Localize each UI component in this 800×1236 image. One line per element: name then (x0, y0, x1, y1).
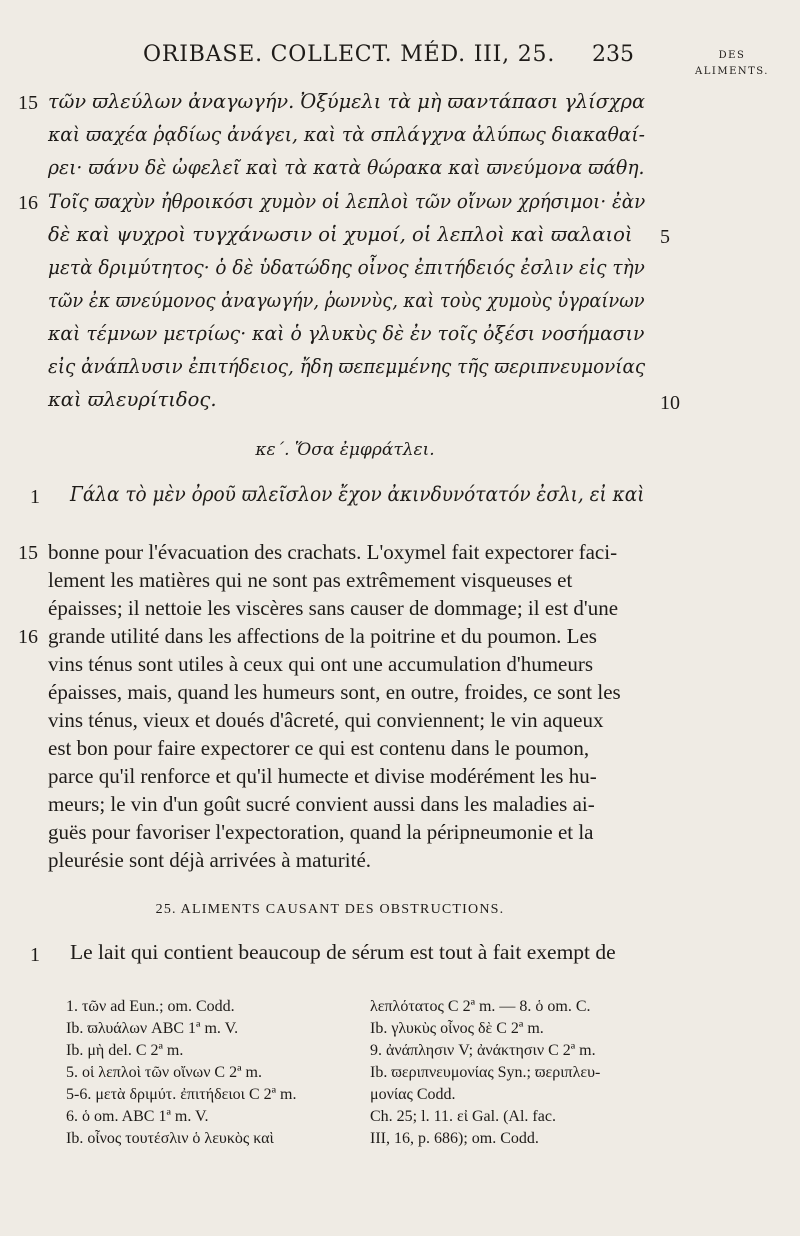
french-line: épaisses, mais, quand les humeurs sont, en outre, froides, ce sont les (48, 680, 621, 704)
greek-line: Τοῖς ϖαχὺν ἠθροικόσι χυμὸν οἱ λεπλοὶ τῶν οἴνων χρήσιμοι· ἐὰν (48, 190, 646, 213)
french-line: bonne pour l'évacuation des crachats. L'oxymel fait expectorer faci- (48, 540, 618, 564)
greek-line: ρει· ϖάνυ δὲ ὠφελεῖ καὶ τὰ κατὰ θώρακα καὶ ϖνεύμονα ϖάθη. (48, 156, 645, 179)
greek-left-number: 15 (18, 92, 38, 114)
french-line: parce qu'il renforce et qu'il humecte et divise modérément les hu- (48, 764, 597, 788)
greek-line: καὶ ϖαχέα ῥᾳδίως ἀνάγει, καὶ τὰ σπλάγχνα ἀλύπως διακαθαί- (48, 123, 645, 146)
footnote-right: Ib. ϖεριπνευμονίας Syn.; ϖεριπλευ- (370, 1064, 601, 1081)
greek-chapter-number: 1 (30, 486, 40, 508)
greek-line: τῶν ἐκ ϖνεύμονος ἀναγωγήν, ῥωννὺς, καὶ τοὺς χυμοὺς ὑγραίνων (48, 289, 645, 312)
footnote-right: 9. ἀνάπλησιν V; ἀνάκτησιν C 2ª m. (370, 1042, 596, 1059)
greek-line: καὶ τέμνων μετρίως· καὶ ὁ γλυκὺς δὲ ἐν τοῖς ὀξέσι νοσήμασιν (48, 322, 645, 345)
greek-right-number: 5 (660, 226, 670, 248)
french-line: est bon pour faire expectorer ce qui est contenu dans le poumon, (48, 736, 590, 760)
greek-right-number: 10 (660, 392, 680, 414)
french-line: meurs; le vin d'un goût sucré convient aussi dans les maladies ai- (48, 792, 595, 816)
french-line: lement les matières qui ne sont pas extrêmement visqueuses et (48, 568, 573, 592)
margin-title-1: DES (718, 50, 746, 61)
greek-chapter-heading: κε΄. Ὅσα ἐμφράτλει. (255, 440, 435, 460)
greek-line: τῶν ϖλεύλων ἀναγωγήν. Ὀξύμελι τὰ μὴ ϖαντάπασι γλίσχρα (48, 90, 646, 113)
greek-chapter-first-line: Γάλα τὸ μὲν ὀροῦ ϖλεῖσλον ἔχον ἀκινδυνότατόν ἐσλι, εἰ καὶ (70, 482, 645, 506)
greek-line: καὶ ϖλευρίτιδος. (48, 388, 217, 411)
footnote-left: Ib. μὴ del. C 2ª m. (66, 1042, 184, 1059)
french-line: grande utilité dans les affections de la poitrine et du poumon. Les (48, 624, 597, 648)
french-chapter-number: 1 (30, 944, 40, 966)
greek-left-number: 16 (18, 192, 38, 214)
page-number: 235 (592, 42, 634, 67)
french-line: vins ténus sont utiles à ceux qui ont une accumulation d'humeurs (48, 652, 594, 676)
running-title: ORIBASE. COLLECT. MÉD. III, 25. (143, 42, 556, 67)
french-chapter-heading: 25. ALIMENTS CAUSANT DES OBSTRUCTIONS. (155, 902, 505, 917)
footnote-left: 5. οἱ λεπλοὶ τῶν οἴνων C 2ª m. (66, 1064, 262, 1081)
greek-line: δὲ καὶ ψυχροὶ τυγχάνωσιν οἱ χυμοί, οἱ λεπλοὶ καὶ ϖαλαιοὶ (48, 223, 633, 246)
french-line: pleurésie sont déjà arrivées à maturité. (48, 848, 372, 872)
footnote-right: Ib. γλυκὺς οἶνος δὲ C 2ª m. (370, 1020, 544, 1037)
greek-line: εἰς ἀνάπλυσιν ἐπιτήδειος, ἤδη ϖεπεμμένης τῆς ϖεριπνευμονίας (48, 355, 646, 378)
margin-title-2: ALIMENTS. (695, 66, 769, 77)
french-chapter-first-line: Le lait qui contient beaucoup de sérum est tout à fait exempt de (70, 940, 616, 964)
footnote-right: μονίας Codd. (370, 1086, 456, 1103)
footnote-right: Ch. 25; l. 11. εἰ Gal. (Al. fac. (370, 1108, 556, 1125)
greek-line: μετὰ δριμύτητος· ὁ δὲ ὑδατώδης οἶνος ἐπιτήδειός ἐσλιν εἰς τὴν (48, 256, 645, 279)
footnote-left: Ib. ϖλυάλων ABC 1ª m. V. (66, 1020, 239, 1037)
footnote-left: Ib. οἶνος τουτέσλιν ὁ λευκὸς καὶ (66, 1130, 274, 1147)
footnote-left: 6. ὁ om. ABC 1ª m. V. (66, 1108, 209, 1125)
french-left-number: 16 (18, 626, 38, 648)
footnote-right: λεπλότατος C 2ª m. — 8. ὁ om. C. (370, 998, 591, 1015)
french-line: vins ténus, vieux et doués d'âcreté, qui conviennent; le vin aqueux (48, 708, 604, 732)
footnote-left: 1. τῶν ad Eun.; om. Codd. (66, 998, 235, 1015)
french-left-number: 15 (18, 542, 38, 564)
footnote-left: 5-6. μετὰ δριμύτ. ἐπιτήδειοι C 2ª m. (66, 1086, 297, 1103)
french-line: épaisses; il nettoie les viscères sans causer de dommage; il est d'une (48, 596, 619, 620)
footnote-right: III, 16, p. 686); om. Codd. (370, 1130, 539, 1147)
french-line: guës pour favoriser l'expectoration, quand la péripneumonie et la (48, 820, 594, 844)
